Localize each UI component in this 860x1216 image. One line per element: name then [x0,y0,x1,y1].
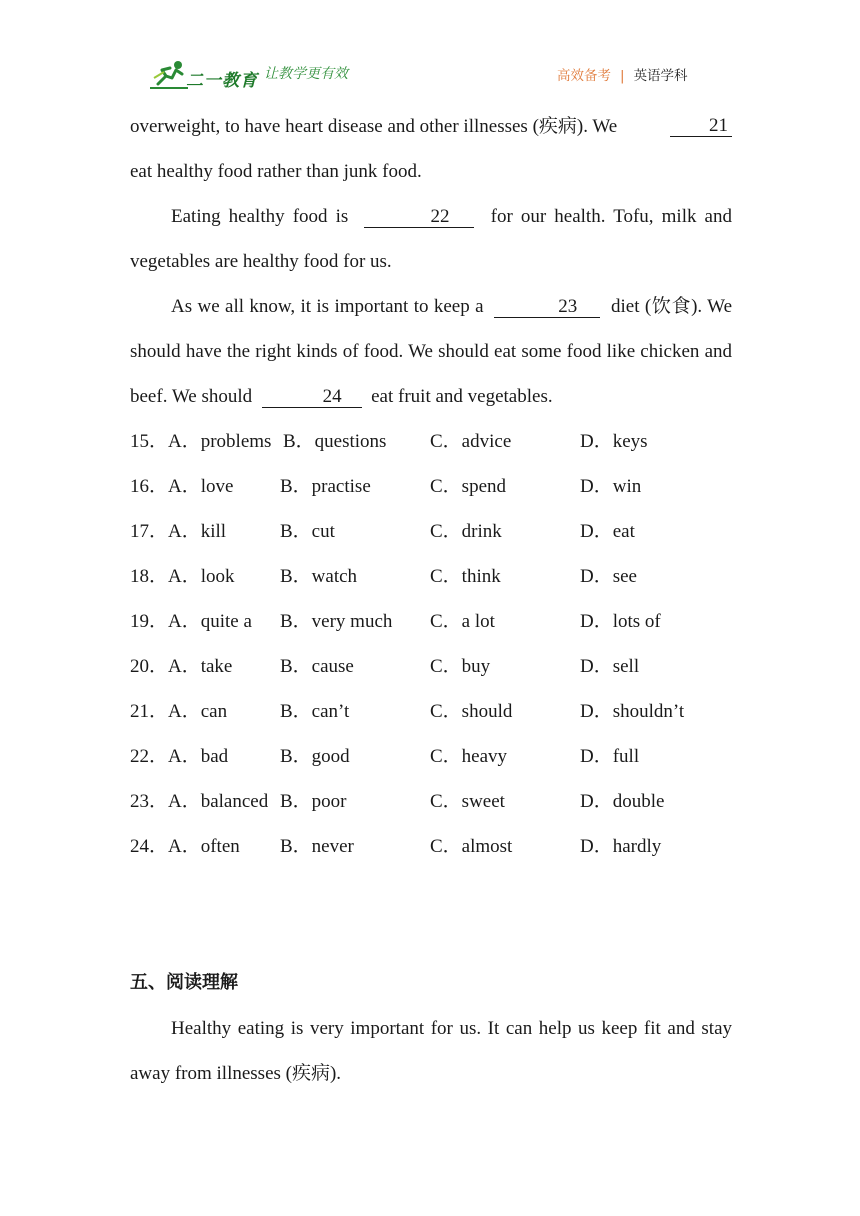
section-title: 五、阅读理解 [130,972,238,993]
passage-text: eat fruit and vegetables. [371,386,553,407]
question-row [130,824,732,869]
passage-text: eat healthy food rather than junk food. [130,161,422,182]
passage-text: overweight, to have heart disease and other illnesses (疾病). We [130,116,618,137]
option-b: B．can’t [280,701,350,722]
option-d: D．full [580,746,640,767]
question-row [130,599,732,644]
option-b: B．questions [283,431,387,452]
option-a: 24．A．often [130,836,240,857]
option-a: 15．A．problems [130,431,272,452]
option-c: C．drink [430,521,502,542]
option-c: C．almost [430,836,513,857]
option-d: D．win [580,476,642,497]
passage-paragraph-3 [130,284,732,419]
question-row [130,464,732,509]
question-row [130,644,732,689]
option-c: C．buy [430,656,491,677]
option-a: 16．A．love [130,476,234,497]
option-b: B．good [280,746,350,767]
option-b: B．poor [280,791,347,812]
passage-paragraph-1 [130,104,732,194]
header-tags [557,64,688,84]
question-row [130,779,732,824]
option-a: 21．A．can [130,701,228,722]
option-d: D．lots of [580,611,661,632]
passage-text: Eating healthy food is [171,206,349,227]
option-a: 19．A．quite a [130,611,252,632]
brand-slogan: 让教学更有效 [264,66,348,82]
option-d: D．sell [580,656,640,677]
blank-22: 22 [364,207,474,228]
option-d: D．see [580,566,637,587]
brand-name: 二一教育 [186,71,258,91]
question-row [130,419,732,464]
header-tag-subject: 英语学科 [633,68,688,84]
question-row [130,509,732,554]
question-row [130,554,732,599]
question-row [130,689,732,734]
page-header [0,0,860,100]
header-separator: | [620,68,625,84]
passage-paragraph-2 [130,194,732,284]
blank-23: 23 [494,297,600,318]
option-a: 18．A．look [130,566,235,587]
option-c: C．a lot [430,611,495,632]
option-d: D．eat [580,521,635,542]
option-d: D．keys [580,431,648,452]
cloze-passage [130,104,732,869]
option-b: B．never [280,836,354,857]
question-row [130,734,732,779]
passage-text: As we all know, it is important to keep a [171,296,484,317]
reading-paragraph: Healthy eating is very important for us. It can help us keep fit and stay away from illnesses (疾病). [130,1018,732,1084]
option-c: C．think [430,566,501,587]
blank-21: 21 [670,116,732,137]
option-c: C．spend [430,476,507,497]
passage-text: diet (饮食). We should have the right kinds of food. We should eat some food like chicken and beef. We should [130,296,733,407]
option-a: 22．A．bad [130,746,229,767]
option-c: C．sweet [430,791,505,812]
option-c: C．heavy [430,746,508,767]
option-d: D．hardly [580,836,662,857]
option-b: B．watch [280,566,358,587]
option-c: C．advice [430,431,512,452]
option-b: B．cause [280,656,354,677]
option-a: 17．A．kill [130,521,227,542]
option-a: 20．A．take [130,656,233,677]
option-b: B．practise [280,476,371,497]
passage-text: for our health. Tofu, milk and vegetables are healthy food for us. [130,206,732,272]
option-d: D．double [580,791,665,812]
option-a: 23．A．balanced [130,791,269,812]
option-b: B．cut [280,521,335,542]
option-b: B．very much [280,611,393,632]
option-d: D．shouldn’t [580,701,685,722]
header-tag-exam: 高效备考 [557,68,611,84]
question-list [130,419,732,869]
blank-24: 24 [262,387,362,408]
option-c: C．should [430,701,513,722]
